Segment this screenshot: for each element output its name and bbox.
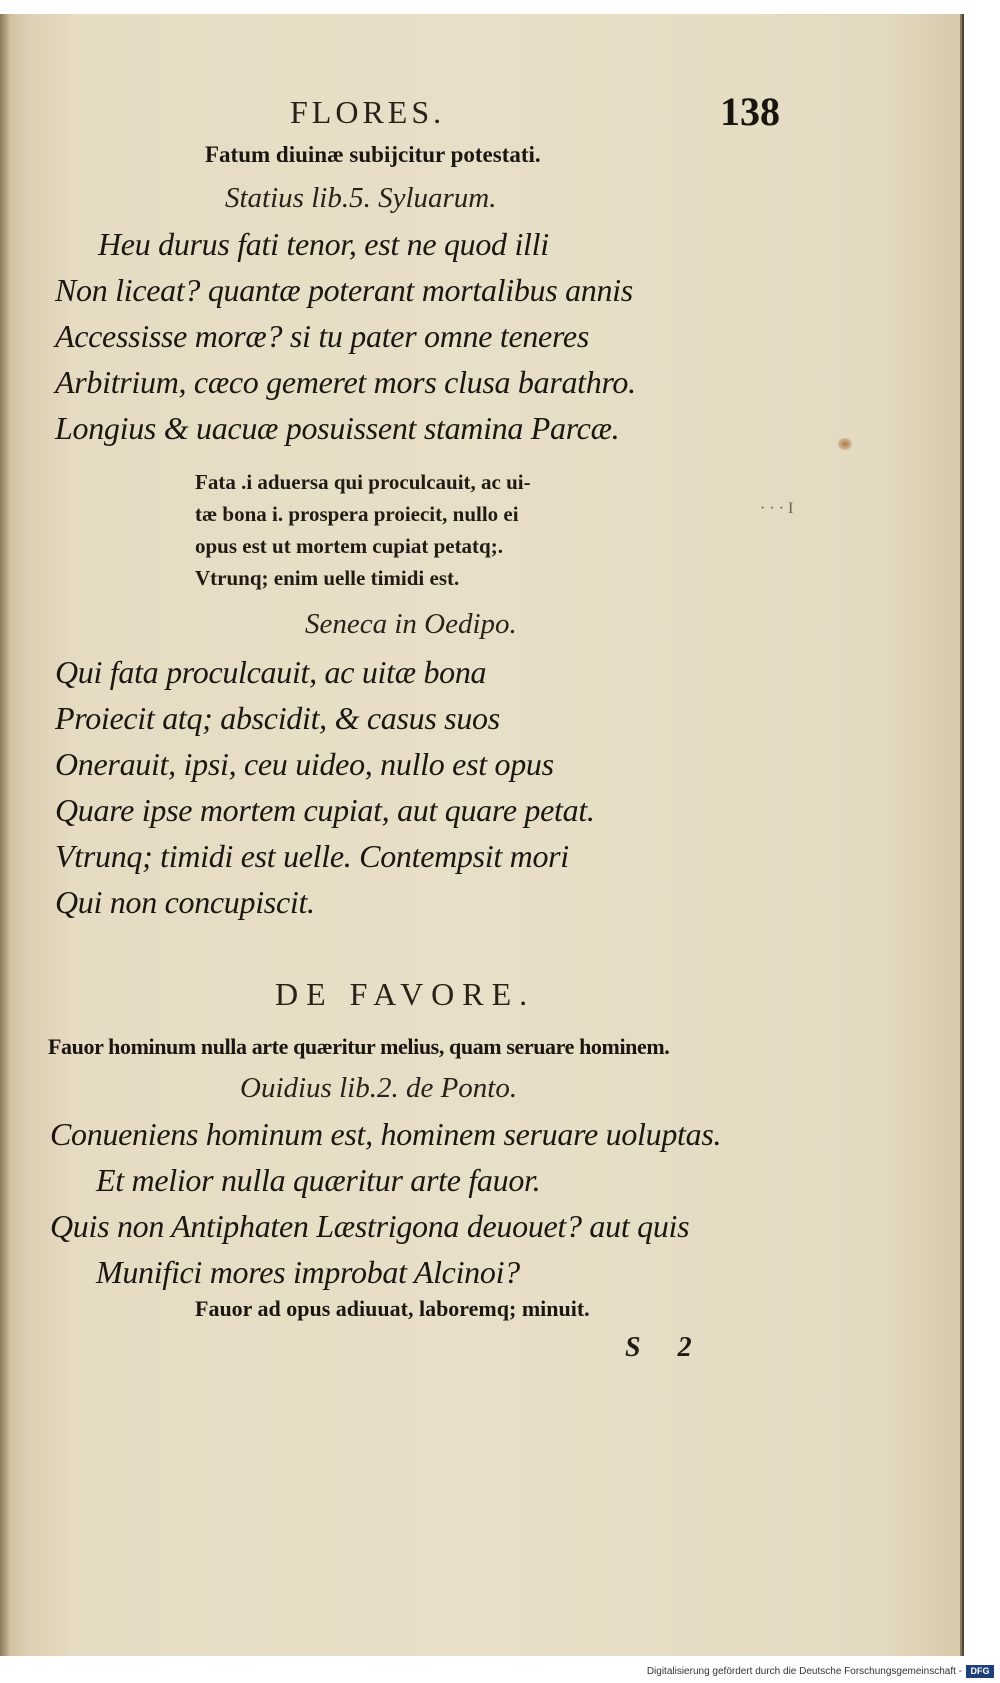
signature-mark: S 2 [625,1332,692,1363]
verse-line: Longius & uacuæ posuissent stamina Parcæ. [55,410,620,446]
verse-line: Non liceat? quantæ poterant mortalibus annis [55,272,633,308]
verse-line: Quare ipse mortem cupiat, aut quare petat. [55,792,595,828]
verse-line: Quis non Antiphaten Læstrigona deuouet? aut quis [50,1208,690,1244]
verse-line: Munifici mores improbat Alcinoi? [96,1254,520,1290]
closing-line: Fauor ad opus adiuuat, laboremq; minuit. [195,1296,590,1321]
verse-line: Vtrunq; timidi est uelle. Contempsit mori [55,838,569,874]
verse-line: Conueniens hominum est, hominem seruare uoluptas. [50,1116,722,1152]
paper-stain [838,438,852,450]
prose-note-line: tæ bona i. prospera proiecit, nullo ei [195,502,519,526]
source-citation: Statius lib.5. Syluarum. [225,182,497,214]
page-number: 138 [720,89,780,134]
verse-line: Arbitrium, cæco gemeret mors clusa barathro. [55,364,636,400]
verse-line: Et melior nulla quæritur arte fauor. [96,1162,541,1198]
book-page [0,14,962,1656]
verse-line: Proiecit atq; abscidit, & casus suos [55,700,500,736]
source-citation: Ouidius lib.2. de Ponto. [240,1072,518,1104]
section-heading: Fatum diuinæ subijcitur potestati. [205,142,541,167]
page-header [0,86,960,136]
source-citation: Seneca in Oedipo. [305,608,517,640]
marginal-marks: · · · I [760,500,794,517]
dfg-logo: DFG [966,1665,994,1678]
prose-note-line: Vtrunq; enim uelle timidi est. [195,566,460,590]
running-head: FLORES. [290,94,446,130]
verse-line: Accessisse moræ? si tu pater omne teneres [55,318,589,354]
verse-line: Qui non concupiscit. [55,884,315,920]
section-title: DE FAVORE. [275,976,536,1012]
digitization-credit: Digitalisierung gefördert durch die Deutsche Forschungsgemeinschaft - [646,1666,962,1677]
section-heading: Fauor hominum nulla arte quæritur melius, quam seruare hominem. [48,1034,670,1059]
verse-line: Qui fata proculcauit, ac uitæ bona [55,654,487,690]
prose-note-line: opus est ut mortem cupiat petatq;. [195,534,503,558]
verse-line: Heu durus fati tenor, est ne quod illi [98,226,549,262]
verse-line: Onerauit, ipsi, ceu uideo, nullo est opus [55,746,554,782]
prose-note-line: Fata .i aduersa qui proculcauit, ac ui- [195,470,531,494]
